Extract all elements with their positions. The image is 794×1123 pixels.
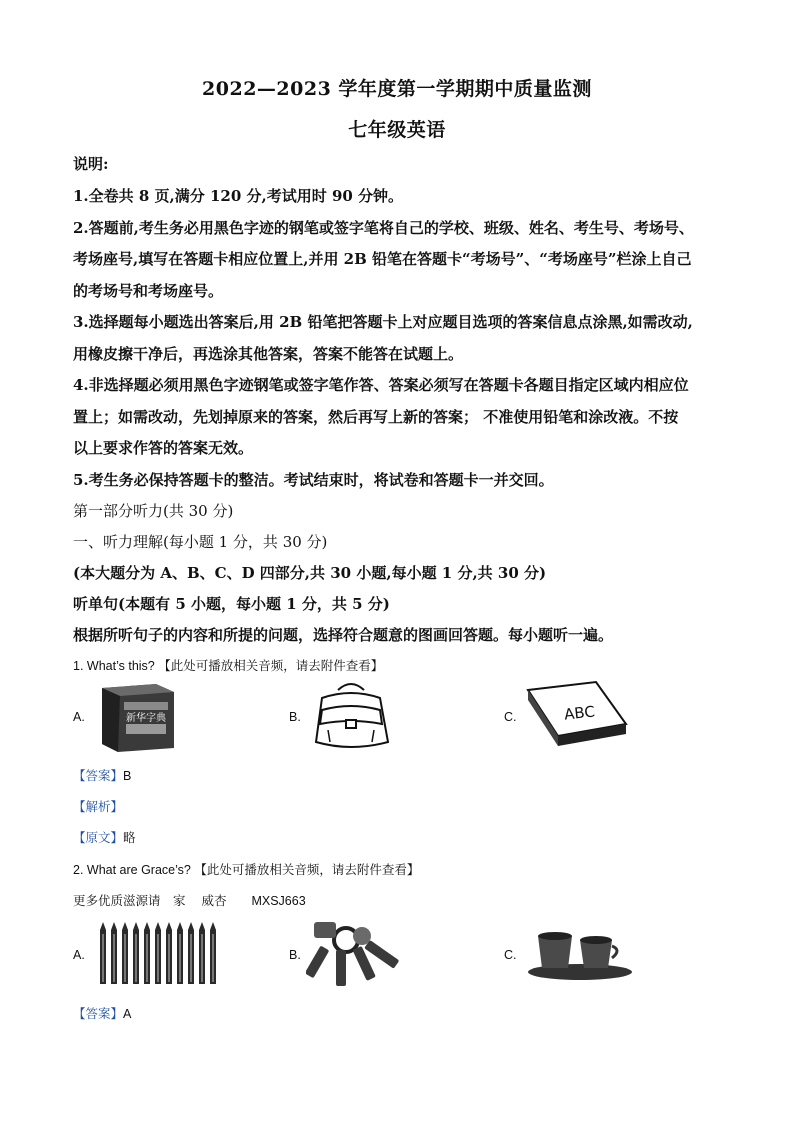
pencils-picture (96, 920, 226, 986)
dictionary-cover-text: 新华字典 (126, 713, 166, 724)
exam-subtitle: 七年级英语 (348, 119, 446, 141)
instruction-line: 考场座号,填写在答题卡相应位置上,并用 2B 铅笔在答题卡“考场号”、“考场座号”栏涂上自己 (73, 250, 692, 268)
q2-answer-value: A (123, 1007, 132, 1021)
exam-title: 2022—2023 学年度第一学期期中质量监测 (202, 78, 592, 100)
watermark-text: 更多优质滋源请 家 威杏 MXSJ663 (73, 894, 306, 908)
q2-answer-tag: 【答案】 (73, 1007, 124, 1021)
section-listen: 听单句(本题有 5 小题，每小题 1 分，共 5 分) (73, 595, 390, 613)
instruction-line: 以上要求作答的答案无效。 (73, 439, 254, 457)
instruction-line: 3.选择题每小题选出答案后,用 2B 铅笔把答题卡上对应题目选项的答案信息点涂黑,如需改动, (73, 313, 693, 331)
keys-picture (306, 916, 402, 990)
q1-original-tag: 【原文】 (73, 831, 124, 845)
section-note: (本大题分为 A、B、C、D 四部分,共 30 小题,每小题 1 分,共 30 分) (73, 564, 547, 582)
section-direction: 根据所听句子的内容和所提的问题，选择符合题意的图画回答题。每小题听一遍。 (73, 626, 614, 644)
instruction-line: 1.全卷共 8 页,满分 120 分,考试用时 90 分钟。 (73, 187, 404, 205)
instruction-line: 4.非选择题必须用黑色字迹钢笔或签字笔作答、答案必须写在答题卡各题目指定区域内相应位 (73, 376, 689, 394)
instructions-heading: 说明: (73, 155, 109, 173)
schoolbag-picture (308, 680, 394, 754)
q1-analysis-tag: 【解析】 (73, 800, 124, 814)
instruction-line: 置上；如需改动，先划掉原来的答案，然后再写上新的答案； 不准使用铅笔和涂改液。不按 (73, 408, 679, 426)
instruction-line: 5.考生务必保持答题卡的整洁。考试结束时，将试卷和答题卡一并交回。 (73, 471, 554, 489)
book-cover-text: ABC (563, 702, 596, 724)
instruction-line: 用橡皮擦干净后，再选涂其他答案，答案不能答在试题上。 (73, 345, 464, 363)
q2-option-a-label: A. (73, 948, 85, 962)
instruction-line: 2.答题前,考生务必用黑色字迹的钢笔或签字笔将自己的学校、班级、姓名、考生号、考场号、 (73, 219, 694, 237)
dictionary-picture (96, 680, 178, 754)
q1-answer-tag: 【答案】 (73, 769, 124, 783)
q1-answer-value: B (123, 769, 132, 783)
q1-option-b-label: B. (289, 710, 301, 724)
section-part: 第一部分听力(共 30 分) (73, 502, 234, 520)
cups-picture (526, 926, 634, 982)
instruction-line: 的考场号和考场座号。 (73, 282, 224, 300)
section-sub: 一、听力理解(每小题 1 分，共 30 分) (73, 533, 328, 551)
q2-option-c-label: C. (504, 948, 517, 962)
question-2-text: 2. What are Grace’s? 【此处可播放相关音频，请去附件查看】 (73, 863, 420, 877)
abc-book-picture (524, 678, 630, 750)
q2-option-b-label: B. (289, 948, 301, 962)
q1-option-c-label: C. (504, 710, 517, 724)
question-1-text: 1. What’s this? 【此处可播放相关音频，请去附件查看】 (73, 659, 384, 673)
q1-original-value: 略 (123, 831, 136, 845)
q1-option-a-label: A. (73, 710, 85, 724)
